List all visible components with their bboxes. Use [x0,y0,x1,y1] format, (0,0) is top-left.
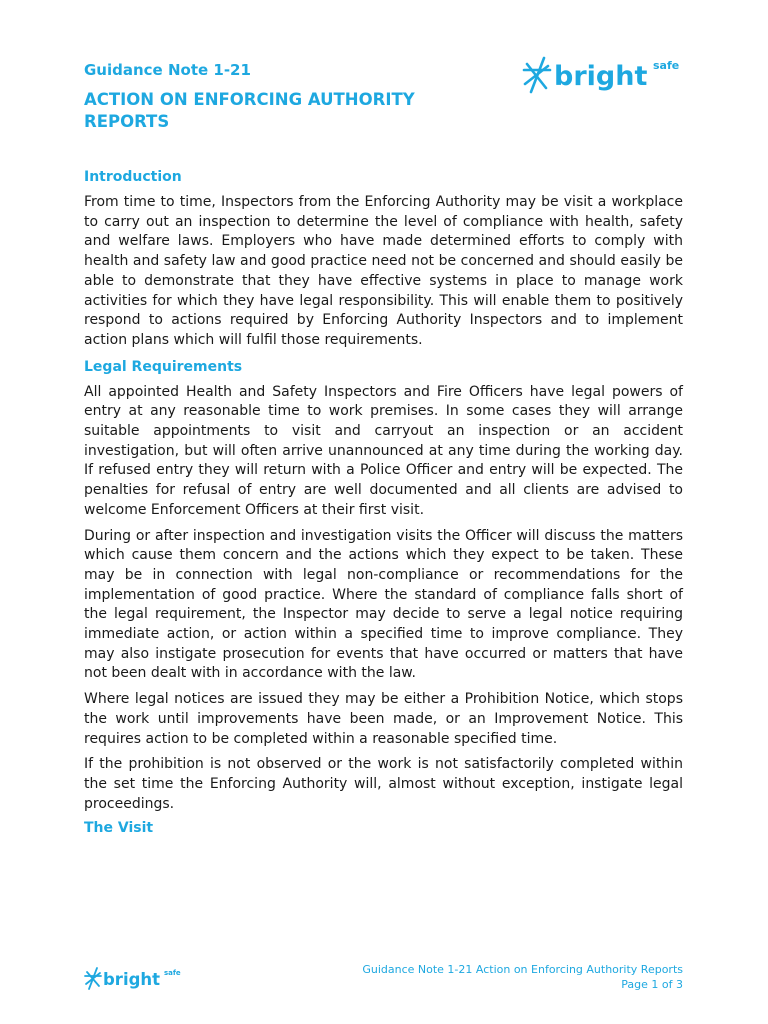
guidance-note-label: Guidance Note 1-21 [84,61,251,79]
bright-safe-logo-icon [524,58,550,92]
section-legal-requirements [84,357,683,815]
brightsafe-logo [522,54,692,98]
page-number: Page 1 of 3 [621,978,683,991]
paragraph: During or after inspection and investigation visits the Officer will discuss the matters which cause them concern and the actions which they expect to be taken. These may be in connection with legal non-compliance or recommendations for the implementation of good practice. Where the standard of compliance falls short of the legal requirement, the Inspector may decide to serve a legal notice requiring immediate action, or action within a specified time to improve compliance. They may also instigate prosecution for events that have occurred or matters that have not been dealt with in accordance with the law. [84,527,683,682]
logo-wordmark: bright [554,61,648,92]
footer-logo-wordmark: bright [103,970,161,989]
footer-logo-superscript: safe [164,969,181,977]
paragraph: Where legal notices are issued they may be either a Prohibition Notice, which stops the work until improvements have been made, or an Improvement Notice. This requires action to be completed within a reasonable specified time. [84,691,683,747]
section-the-visit [84,818,683,838]
section-introduction [84,167,683,351]
section-heading: The Visit [84,820,154,837]
bright-safe-logo-icon [85,968,101,989]
section-heading: Legal Requirements [84,358,243,375]
paragraph: From time to time, Inspectors from the Enforcing Authority may be visit a workplace to carry out an inspection to determine the level of compliance with health, safety and welfare laws. Employers who have made determined efforts to comply with health and safety law and good practice need not be concerned and should easily be able to demonstrate that they have effective systems in place to manage work activities for which they have legal responsibility. This will enable them to positively respond to actions required by Enforcing Authority Inspectors and to implement action plans which will fulfil those requirements. [84,194,683,348]
logo-superscript: safe [653,59,680,72]
document-body [84,167,683,844]
document-title: ACTION ON ENFORCING AUTHORITY REPORTS [84,90,415,131]
page-footer [362,962,683,992]
section-heading: Introduction [84,169,182,185]
paragraph: All appointed Health and Safety Inspectors and Fire Officers have legal powers of entry at any reasonable time to work premises. In some cases they will arrange suitable appointments to visit and carryout an inspection or an accident investigation, but will often arrive unannounced at any time during the working day. If refused entry they will return with a Police Officer and entry will be expected. The penalties for refusal of entry are well documented and all clients are advised to welcome Enforcement Officers at their first visit. [84,383,683,518]
footer-brightsafe-logo [84,966,188,992]
footer-document-title: Guidance Note 1-21 Action on Enforcing Authority Reports [362,963,683,976]
paragraph: If the prohibition is not observed or the work is not satisfactorily completed within the set time the Enforcing Authority will, almost without exception, instigate legal proceedings. [84,756,683,812]
